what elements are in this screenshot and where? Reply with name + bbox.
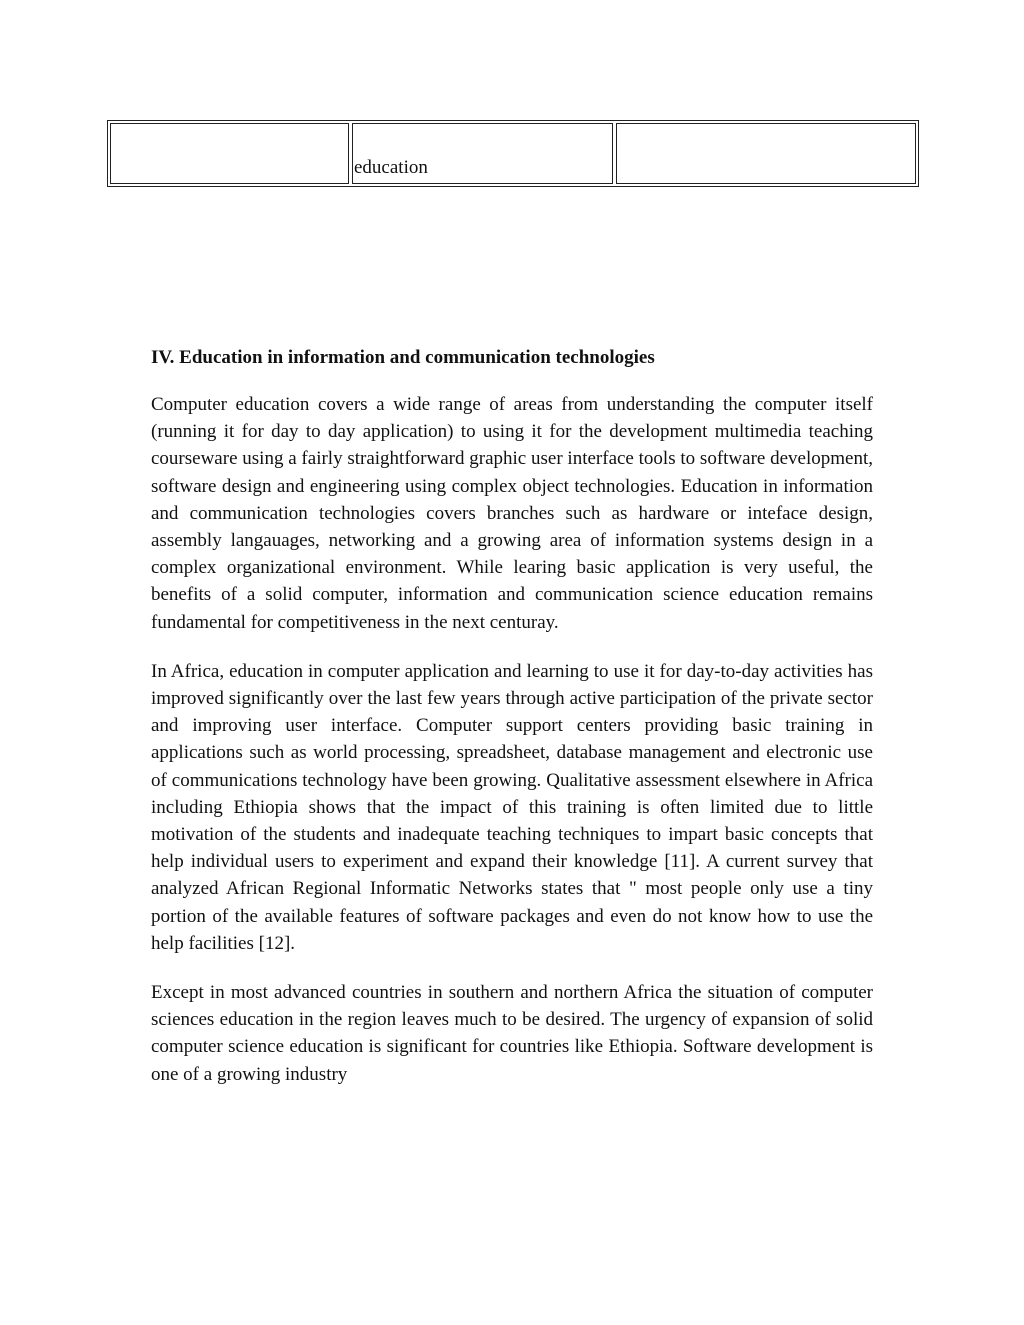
table-row <box>110 123 916 184</box>
table-cell-1 <box>110 123 349 184</box>
section-heading: IV. Education in information and communication technologies <box>151 347 655 368</box>
document-body <box>151 346 873 1110</box>
table-fragment <box>107 120 919 187</box>
table <box>107 123 919 184</box>
paragraph-1: Computer education covers a wide range of areas from understanding the computer itself (running it for day to day application) to using it for the development multimedia teaching courseware using a fairly straightforward graphic user interface tools to software development, software design and engineering using complex object technologies. Education in information and communication technologies covers branches such as hardware or inteface design, assembly langauages, networking and a growing area of information systems design in a complex organizational environment. While learing basic application is very useful, the benefits of a solid computer, information and communication science education remains fundamental for competitiveness in the next centuray. <box>151 394 873 633</box>
paragraph-2: In Africa, education in computer application and learning to use it for day-to-day activities has improved significantly over the last few years through active participation of the private sector and improving user interface. Computer support centers providing basic training in applications such as world processing, spreadsheet, database management and electronic use of communications technology have been growing. Qualitative assessment elsewhere in Africa including Ethiopia shows that the impact of this training is often limited due to little motivation of the students and inadequate teaching techniques to impart basic concepts that help individual users to experiment and expand their knowledge [11]. A current survey that analyzed African Regional Informatic Networks states that " most people only use a tiny portion of the available features of software packages and even do not know how to use the help facilities [12]. <box>151 660 873 954</box>
paragraph-3: Except in most advanced countries in southern and northern Africa the situation of computer sciences education in the region leaves much to be desired. The urgency of expansion of solid computer science education is significant for countries like Ethiopia. Software development is one of a growing industry <box>151 982 873 1085</box>
table-cell-2: education <box>352 123 613 184</box>
table-cell-3 <box>616 123 916 184</box>
